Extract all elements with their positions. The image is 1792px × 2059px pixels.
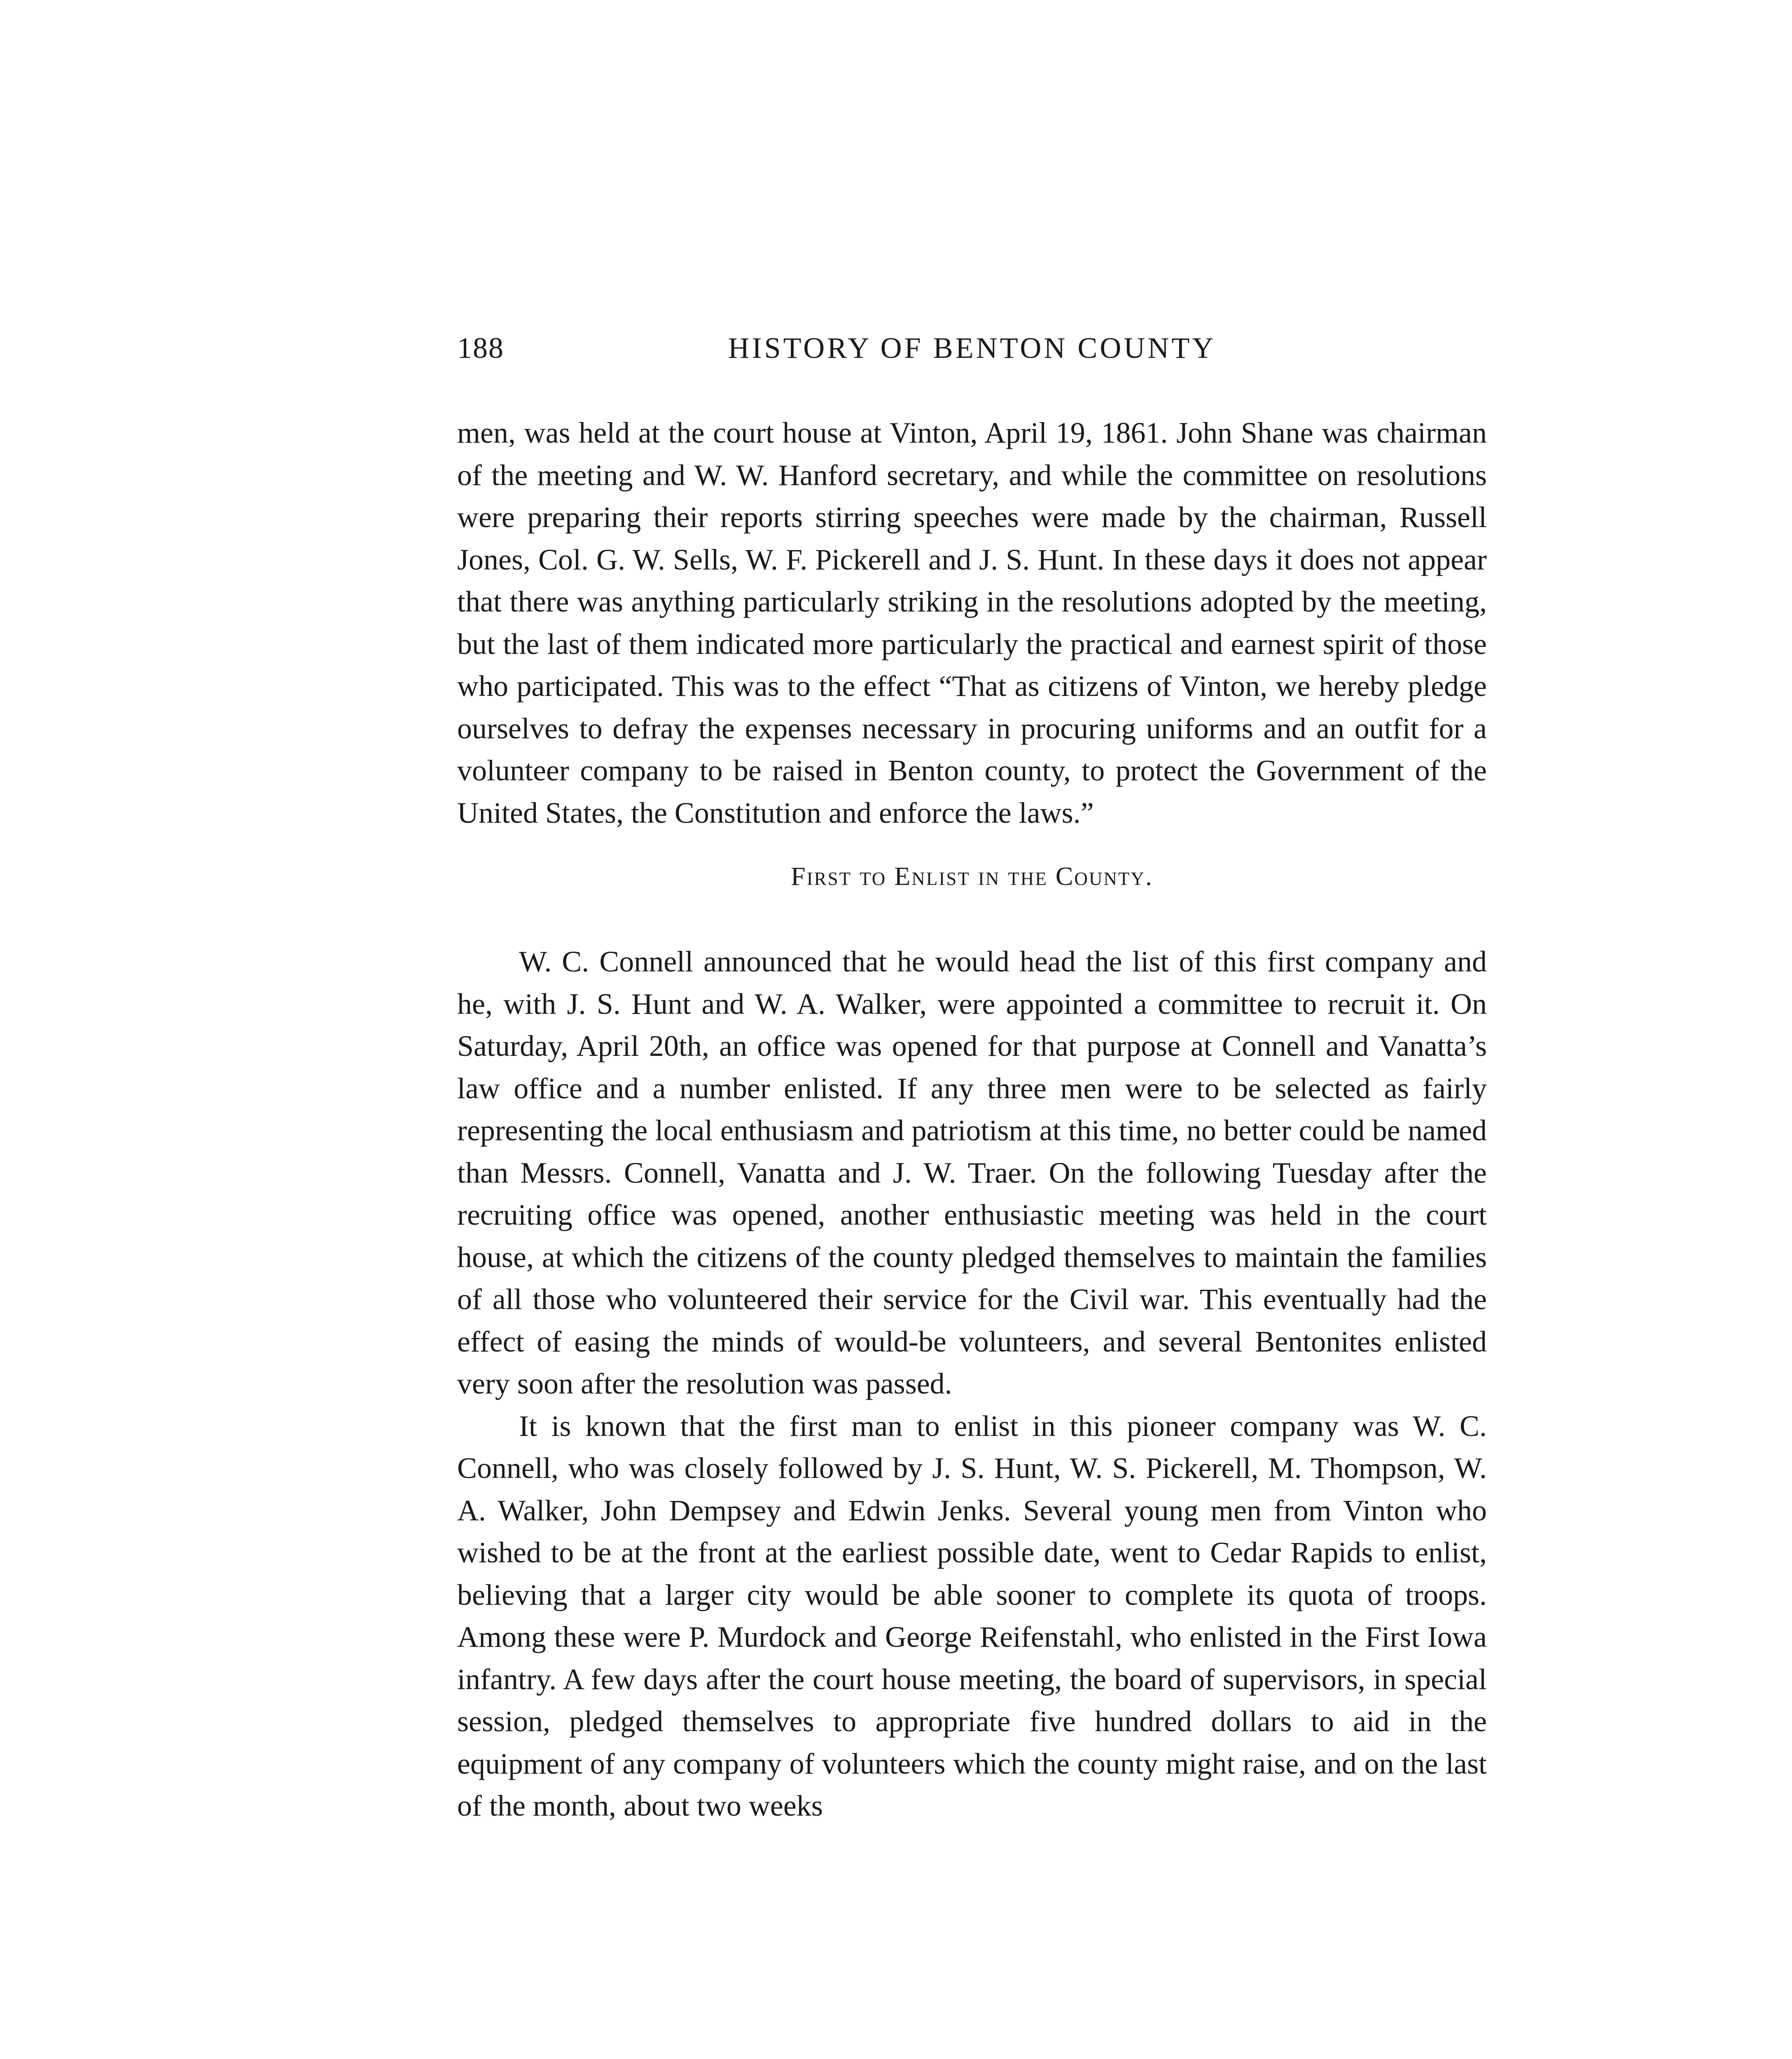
paragraph: W. C. Connell announced that he would head the list of this first company and he, with J. S. Hunt and W. A. Walker, were appointed a committee to recruit it. On Saturday, April 20th, an office was opened for that purpose at Connell and Vanatta’s law office and a number enlisted. If any three men were to be selected as fairly representing the local enthusiasm and patriotism at this time, no better could be named than Messrs. Connell, Vanatta and J. W. Traer. On the following Tuesday after the recruiting office was opened, another enthusiastic meeting was held in the court house, at which the citizens of the county pledged themselves to maintain the families of all those who volunteered their service for the Civil war. This eventually had the effect of easing the minds of would-be volunteers, and several Bentonites enlisted very soon after the resolution was passed. (457, 945, 1487, 1400)
paragraph-continued: men, was held at the court house at Vinton, April 19, 1861. John Shane was chairman of the meeting and W. W. Hanford secretary, and while the committee on resolutions were preparing their reports stirring speeches were made by the chairman, Russell Jones, Col. G. W. Sells, W. F. Pickerell and J. S. Hunt. In these days it does not appear that there was anything particularly striking in the resolutions adopted by the meeting, but the last of them indicated more particularly the practical and earnest spirit of those who participated. This was to the effect “That as citizens of Vinton, we hereby pledge ourselves to defray the expenses necessary in procuring uniforms and an outfit for a volunteer company to be raised in Benton county, to protect the Government of the United States, the Constitution and enforce the laws.” (457, 416, 1487, 829)
book-page (457, 329, 1487, 1827)
paragraph: It is known that the first man to enlist in this pioneer company was W. C. Connell, who was closely followed by J. S. Hunt, W. S. Pickerell, M. Thompson, W. A. Walker, John Dempsey and Edwin Jenks. Several young men from Vinton who wished to be at the front at the earliest possible date, went to Cedar Rapids to enlist, believing that a larger city would be able sooner to complete its quota of troops. Among these were P. Murdock and George Reifenstahl, who enlisted in the First Iowa infantry. A few days after the court house meeting, the board of supervisors, in special session, pledged themselves to appropriate five hundred dollars to aid in the equipment of any company of volunteers which the county might raise, and on the last of the month, about two weeks (457, 1409, 1487, 1822)
running-head (457, 329, 1487, 367)
page-number: 188 (457, 331, 504, 364)
section-heading: First to Enlist in the County. (791, 861, 1153, 891)
running-head-title: HISTORY OF BENTON COUNTY (728, 331, 1216, 364)
body-text (457, 412, 1487, 1827)
